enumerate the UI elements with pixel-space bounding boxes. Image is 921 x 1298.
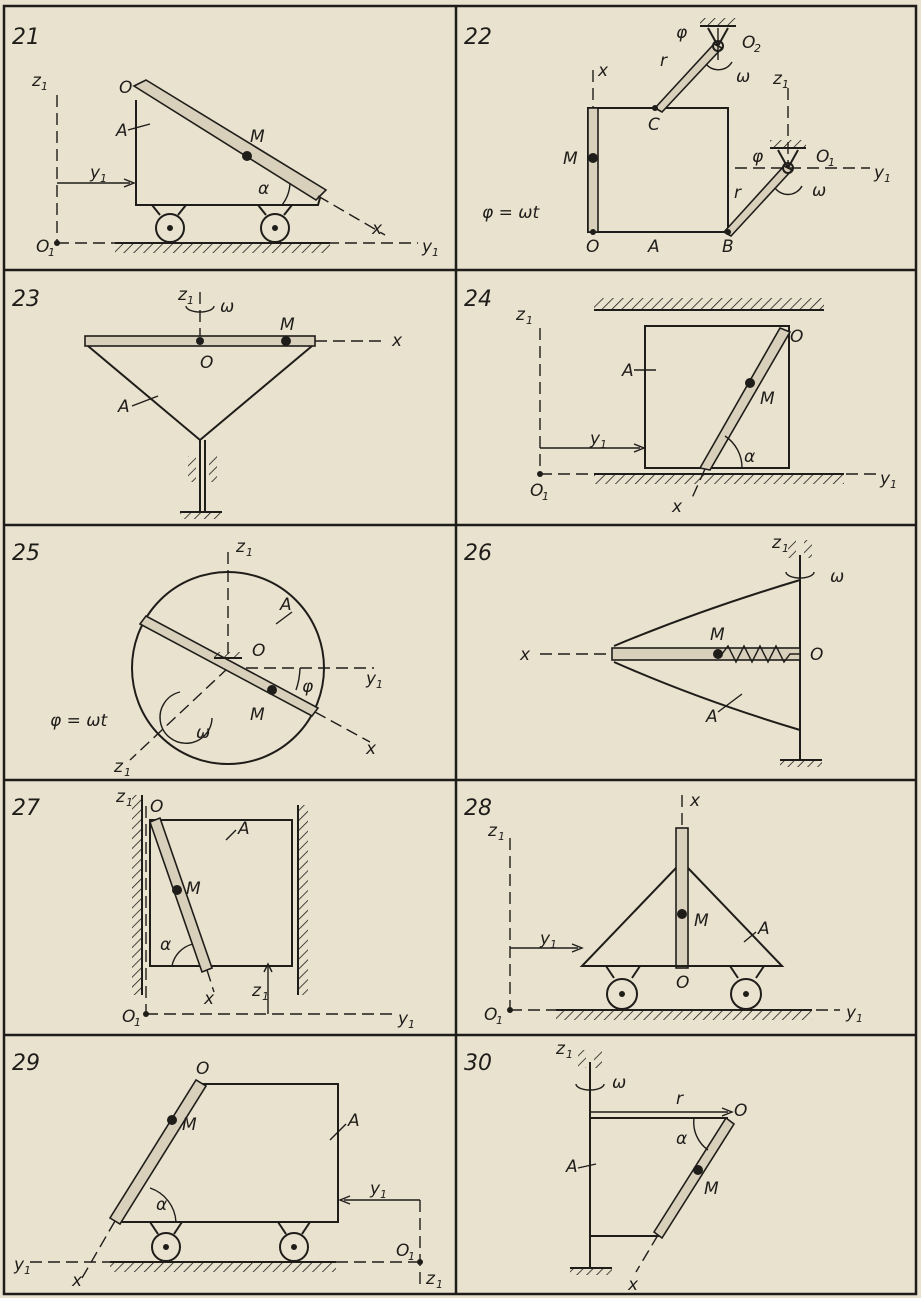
panel-30: [464, 1039, 747, 1295]
svg-text:α: α: [744, 447, 756, 467]
svg-text:1: 1: [41, 80, 48, 93]
svg-text:1: 1: [48, 246, 55, 259]
svg-text:A: A: [280, 595, 292, 615]
svg-text:B: B: [722, 237, 734, 257]
svg-text:A: A: [348, 1111, 360, 1131]
svg-text:ω: ω: [196, 723, 211, 743]
panel-25: [12, 537, 383, 779]
ground-hatch: [115, 243, 330, 253]
svg-text:α: α: [676, 1129, 688, 1149]
svg-text:α: α: [160, 935, 172, 955]
point-M: [167, 1115, 177, 1125]
panel-21: [12, 25, 439, 259]
svg-text:1: 1: [436, 1278, 443, 1291]
svg-text:M: M: [760, 389, 775, 409]
svg-text:M: M: [280, 315, 295, 335]
x-axis: [315, 712, 370, 742]
svg-text:1: 1: [856, 1012, 863, 1025]
svg-text:z: z: [252, 981, 261, 1001]
point-M: [267, 685, 277, 695]
svg-text:M: M: [250, 127, 265, 147]
angle-alpha-arc: [694, 1118, 708, 1150]
svg-text:O: O: [586, 237, 600, 257]
panel-27: [12, 787, 415, 1031]
svg-text:x: x: [690, 791, 701, 811]
svg-text:1: 1: [884, 172, 891, 185]
panel-number: 27: [12, 796, 40, 821]
svg-text:1: 1: [600, 438, 607, 451]
svg-text:x: x: [372, 219, 383, 239]
svg-text:y: y: [90, 163, 101, 183]
svg-text:φ: φ: [302, 677, 314, 697]
svg-text:1: 1: [890, 478, 897, 491]
svg-text:ω: ω: [220, 297, 235, 317]
svg-text:ω: ω: [612, 1073, 627, 1093]
svg-text:A: A: [706, 707, 718, 727]
svg-text:y: y: [422, 237, 433, 257]
svg-text:1: 1: [782, 78, 789, 91]
svg-text:M: M: [704, 1179, 719, 1199]
svg-text:O: O: [200, 353, 214, 373]
point-M: [281, 336, 291, 346]
vertical-tube: [676, 828, 688, 968]
panel-number: 23: [12, 287, 40, 312]
svg-text:A: A: [566, 1157, 578, 1177]
panel-number: 29: [12, 1051, 40, 1076]
wall-right: [298, 805, 308, 995]
panel-number: 30: [464, 1051, 492, 1076]
svg-text:1: 1: [496, 1014, 503, 1027]
svg-text:ω: ω: [812, 181, 827, 201]
svg-text:y: y: [874, 163, 885, 183]
point-M: [713, 649, 723, 659]
svg-text:1: 1: [380, 1188, 387, 1201]
wall-left: [132, 795, 142, 995]
svg-text:A: A: [622, 361, 634, 381]
inclined-tube: [654, 1118, 734, 1238]
svg-text:O: O: [196, 1059, 210, 1079]
svg-text:α: α: [156, 1195, 168, 1215]
panel-number: 24: [464, 287, 492, 312]
svg-text:1: 1: [100, 172, 107, 185]
panel-number: 25: [12, 541, 40, 566]
svg-text:1: 1: [432, 246, 439, 259]
svg-text:O: O: [530, 481, 544, 501]
svg-text:z: z: [32, 71, 41, 91]
body-A: [590, 1118, 728, 1236]
svg-text:M: M: [563, 149, 578, 169]
svg-text:r: r: [660, 51, 667, 71]
body-A: [136, 100, 320, 205]
svg-text:z: z: [773, 69, 782, 89]
svg-text:z: z: [178, 285, 187, 305]
svg-text:z: z: [426, 1269, 435, 1289]
svg-text:O: O: [119, 78, 133, 98]
panel-26: [464, 533, 844, 767]
svg-text:x: x: [204, 989, 215, 1009]
svg-text:r: r: [676, 1089, 683, 1109]
svg-text:x: x: [628, 1275, 639, 1295]
svg-text:y: y: [880, 469, 891, 489]
svg-text:φ: φ: [676, 23, 688, 43]
svg-text:M: M: [250, 705, 265, 725]
svg-text:1: 1: [262, 990, 269, 1003]
point-M: [693, 1165, 703, 1175]
svg-text:1: 1: [526, 314, 533, 327]
svg-text:M: M: [694, 911, 709, 931]
panel-29: [12, 1051, 443, 1291]
panel-28: [464, 791, 863, 1027]
svg-text:x: x: [366, 739, 377, 759]
point-M: [588, 153, 598, 163]
svg-text:A: A: [758, 919, 770, 939]
svg-text:1: 1: [187, 294, 194, 307]
angle-alpha-arc: [172, 944, 193, 966]
formula-phi: φ = ωt: [50, 711, 108, 731]
svg-text:O: O: [122, 1007, 136, 1027]
svg-text:z: z: [772, 533, 781, 553]
point-M: [745, 378, 755, 388]
svg-text:2: 2: [754, 42, 761, 55]
ceiling-hatch: [594, 298, 824, 310]
body-A: [150, 820, 292, 966]
svg-text:O: O: [676, 973, 690, 993]
svg-text:1: 1: [124, 766, 131, 779]
svg-text:O: O: [150, 797, 164, 817]
diametral-tube: [140, 616, 318, 716]
svg-text:O: O: [810, 645, 824, 665]
svg-text:y: y: [366, 669, 377, 689]
svg-text:x: x: [520, 645, 531, 665]
panel-24: [464, 287, 897, 517]
svg-text:1: 1: [828, 156, 835, 169]
svg-text:1: 1: [408, 1250, 415, 1263]
svg-text:x: x: [672, 497, 683, 517]
svg-text:ω: ω: [830, 567, 845, 587]
svg-text:z: z: [236, 537, 245, 557]
svg-text:1: 1: [542, 490, 549, 503]
svg-text:O: O: [790, 327, 804, 347]
svg-text:M: M: [186, 879, 201, 899]
svg-text:A: A: [116, 121, 128, 141]
svg-text:z: z: [488, 821, 497, 841]
svg-text:O: O: [36, 237, 50, 257]
svg-text:O: O: [484, 1005, 498, 1025]
svg-text:1: 1: [550, 938, 557, 951]
vertical-tube: [588, 108, 598, 232]
svg-text:y: y: [398, 1009, 409, 1029]
svg-text:1: 1: [126, 796, 133, 809]
svg-text:x: x: [392, 331, 403, 351]
svg-text:α: α: [258, 179, 270, 199]
panel-number: 28: [464, 796, 492, 821]
svg-text:A: A: [118, 397, 130, 417]
svg-text:1: 1: [498, 830, 505, 843]
point-M: [677, 909, 687, 919]
svg-text:z: z: [114, 757, 123, 777]
svg-text:1: 1: [24, 1264, 31, 1277]
panel-number: 21: [12, 25, 40, 50]
svg-text:A: A: [238, 819, 250, 839]
svg-text:ω: ω: [736, 67, 751, 87]
panel-23: [12, 285, 403, 519]
svg-text:φ: φ: [752, 147, 764, 167]
svg-text:y: y: [14, 1255, 25, 1275]
phi-arc: [296, 668, 300, 690]
svg-text:y: y: [846, 1003, 857, 1023]
panel-number: 26: [464, 541, 492, 566]
point-M: [242, 151, 252, 161]
svg-text:M: M: [710, 625, 725, 645]
svg-text:O: O: [396, 1241, 410, 1261]
svg-text:z: z: [556, 1039, 565, 1059]
svg-text:O: O: [734, 1101, 748, 1121]
panel-number: 22: [464, 25, 492, 50]
svg-text:O: O: [742, 33, 756, 53]
panel-22: [464, 18, 891, 257]
svg-text:z: z: [116, 787, 125, 807]
svg-text:x: x: [598, 61, 609, 81]
inclined-tube: [134, 80, 326, 200]
svg-text:x: x: [72, 1271, 83, 1291]
svg-text:A: A: [648, 237, 660, 257]
svg-text:M: M: [182, 1115, 197, 1135]
svg-text:C: C: [648, 115, 660, 135]
svg-text:O: O: [816, 147, 830, 167]
svg-text:1: 1: [566, 1048, 573, 1061]
svg-text:O: O: [252, 641, 266, 661]
svg-text:1: 1: [782, 542, 789, 555]
angle-alpha-arc: [282, 183, 290, 205]
svg-text:1: 1: [408, 1018, 415, 1031]
svg-text:1: 1: [246, 546, 253, 559]
svg-text:y: y: [540, 929, 551, 949]
svg-text:y: y: [370, 1179, 381, 1199]
svg-text:r: r: [734, 183, 741, 203]
point-M: [172, 885, 182, 895]
formula-phi: φ = ωt: [482, 203, 540, 223]
svg-text:1: 1: [134, 1016, 141, 1029]
svg-text:1: 1: [376, 678, 383, 691]
svg-text:z: z: [516, 305, 525, 325]
svg-text:y: y: [590, 429, 601, 449]
